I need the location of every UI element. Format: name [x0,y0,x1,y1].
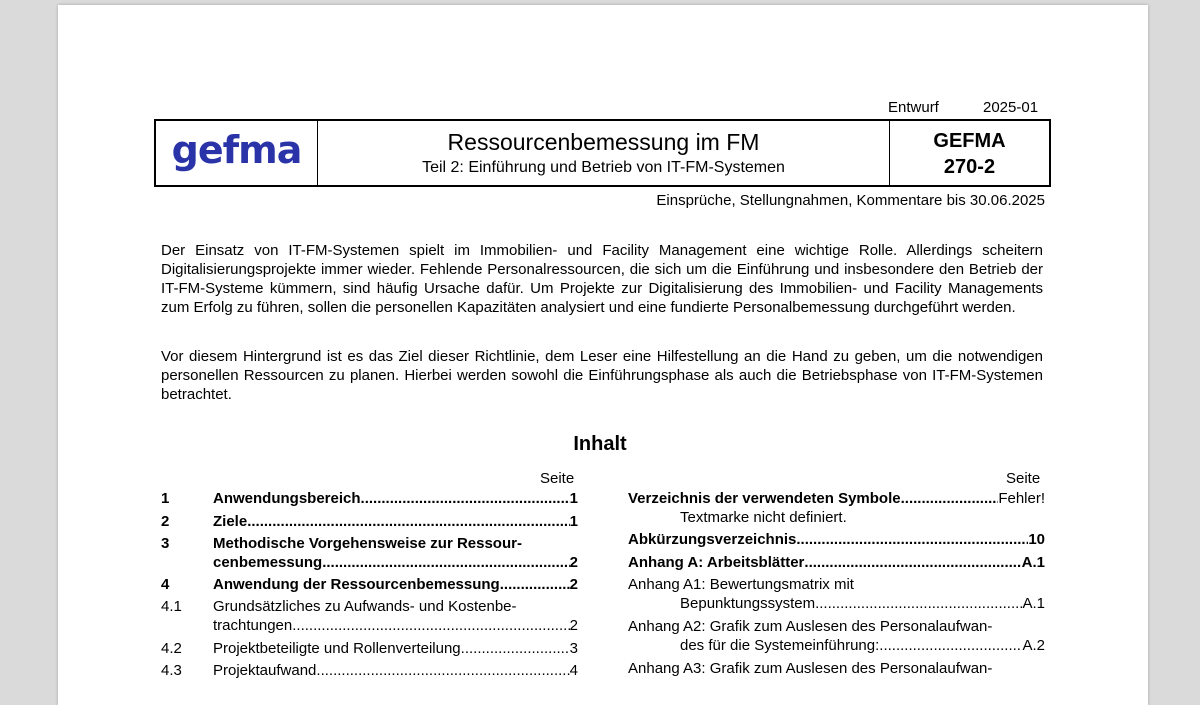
toc-entry-annex-a3[interactable] [628,659,1045,678]
toc-title: Methodische Vorgehensweise zur Ressour- [213,535,522,552]
toc-number: 4.2 [161,640,182,657]
toc-page: A.1 [1022,595,1045,612]
toc-title: Anhang A1: Bewertungsmatrix mit [628,576,854,593]
draft-status-line [888,99,1048,119]
toc-title: Anwendung der Ressourcenbemessung [213,576,500,593]
gefma-logo: gefma [171,128,302,172]
code-line-1: GEFMA [933,130,1006,152]
draft-date: 2025-01 [983,99,1039,116]
toc-page-label-right: Seite [1006,470,1041,487]
toc-title: Anwendungsbereich [213,490,361,507]
toc-number: 4.3 [161,662,182,679]
toc-entry-annex-a1[interactable] [628,575,1045,613]
toc-number: 2 [161,513,170,530]
comments-deadline: Einsprüche, Stellungnahmen, Kommentare bis 30.06.2025 [656,192,1045,209]
toc-title-continued: Bepunktungssystem [680,595,816,612]
code-cell [890,121,1049,185]
code-line-2: 270-2 [943,156,996,178]
toc-title: Anhang A2: Grafik zum Auslesen des Personalaufwan- [628,618,993,635]
toc-title: Ziele [213,513,248,530]
toc-entry-abbreviations[interactable] [628,530,1045,549]
toc-page: 2 [569,617,578,634]
toc-number: 4 [161,576,170,593]
toc-entry-annex-a[interactable] [628,553,1045,572]
toc-page: 4 [569,662,578,679]
toc-page: A.1 [1021,554,1045,571]
intro-paragraph-1: Der Einsatz von IT-FM-Systemen spielt im Immobilien- und Facility Management eine wichtige Rolle. Allerdings scheitern Digitalisierungsprojekte immer wieder. Fehlende Personalressourcen, die sich um die Einführung und insbesondere den Betrieb der IT-FM-Systeme kümmern, sind häufig Ursache dafür. Um Projekte zur Digitalisierung des Immobilien- und Facility Managements zum Erfolg zu führen, sollen die personellen Kapazitäten analysiert und eine fundierte Personalbemessung durchgeführt werden. [161,242,1043,316]
toc-page-label-left: Seite [540,470,575,487]
toc-left-column [161,489,578,679]
title-cell [318,121,890,185]
toc-page: 3 [569,640,578,657]
toc-right-column [628,489,1045,679]
toc-page: 1 [569,513,578,530]
toc-title-continued: cenbemessung [213,554,323,571]
toc-title: Anhang A3: Grafik zum Auslesen des Personalaufwan- [628,660,993,677]
toc-page: A.2 [1022,637,1045,654]
toc-number: 3 [161,535,170,552]
toc-title: Anhang A: Arbeitsblätter [628,554,805,571]
toc-title: Abkürzungsverzeichnis [628,531,797,548]
toc-page: Fehler! [998,490,1045,507]
toc-error-note: Textmarke nicht definiert. [680,509,847,526]
document-subtitle: Teil 2: Einführung und Betrieb von IT-FM-Systemen [422,159,785,176]
toc-number: 4.1 [161,598,182,615]
toc-page: 10 [1028,531,1045,548]
title-block [154,119,1051,187]
toc-title-continued: trachtungen [213,617,293,634]
toc-title: Verzeichnis der verwendeten Symbole [628,490,901,507]
toc-title-continued: des für die Systemeinführung: [680,637,880,654]
toc-entry-annex-a2[interactable] [628,617,1045,655]
toc-title: Projektbeteiligte und Rollenverteilung [213,640,461,657]
toc-page: 1 [569,490,578,507]
toc-number: 1 [161,490,170,507]
toc-title: Projektaufwand [213,662,317,679]
toc-heading: Inhalt [573,433,627,455]
toc-page: 2 [569,554,578,571]
toc-entry-symbols[interactable] [628,489,1045,527]
logo-cell [156,121,318,185]
toc-page: 2 [569,576,578,593]
draft-status: Entwurf [888,99,939,116]
toc-title: Grundsätzliches zu Aufwands- und Kostenbe- [213,598,517,615]
intro-paragraph-2: Vor diesem Hintergrund ist es das Ziel dieser Richtlinie, dem Leser eine Hilfestellung an die Hand zu geben, um die notwendigen personellen Ressourcen zu planen. Hierbei werden sowohl die Einführungsphase als auch die Betriebsphase von IT-FM-Systemen betrachtet. [161,348,1043,403]
document-title: Ressourcenbemessung im FM [447,129,760,155]
